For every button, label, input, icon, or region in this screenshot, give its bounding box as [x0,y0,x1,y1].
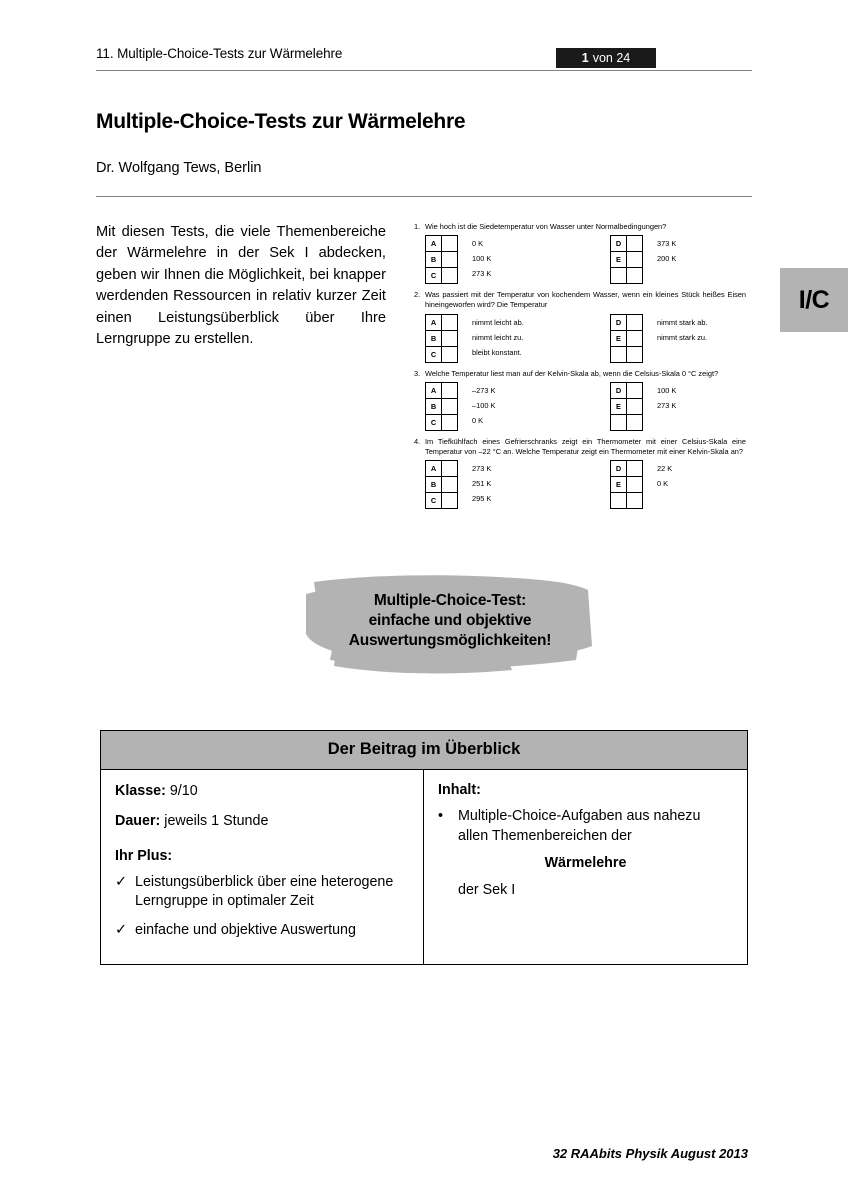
klasse-label: Klasse: [115,783,166,799]
question-number: 4. [414,436,421,446]
answer-letter [611,415,627,430]
answer-row [426,236,457,251]
section-tab [780,268,848,332]
answer-checkbox[interactable] [442,383,457,398]
answer-label: 0 K [472,415,484,425]
answer-checkbox[interactable] [627,399,642,414]
answer-letter: E [611,331,627,346]
page-number-total: von 24 [592,51,631,65]
inhalt-tail: der Sek I [458,882,516,899]
answer-checkbox[interactable] [627,331,642,346]
page-title: Multiple-Choice-Tests zur Wärmelehre [96,110,466,133]
worksheet-preview [414,222,746,515]
answer-label: 0 K [657,479,669,489]
plus-item [115,873,409,912]
question-block [414,437,746,509]
answer-row [611,383,642,398]
answer-grid [425,314,458,363]
intro-paragraph: Mit diesen Tests, die viele Themenbereiche der Wärmelehre in der Sek I abdecken, geben wir Ihnen die Möglichkeit, bei knapper werdenden Ressourcen in relativ kurzer Zeit einen Leistungsüberblick über Ihre Lerngruppe zu erstellen. [96,224,386,348]
answer-label: 200 K [657,254,677,264]
answer-checkbox[interactable] [442,493,457,508]
question-block [414,222,746,284]
answer-letter: C [426,493,442,508]
answer-grid [610,382,643,431]
answer-grid [425,460,458,509]
answer-row [611,236,642,251]
answer-label-list [472,460,491,506]
answer-label: 373 K [657,239,677,249]
page-number-current: 1 [581,51,589,65]
plus-item [115,921,409,941]
answer-label: 273 K [657,400,677,410]
answer-label: 0 K [472,239,484,249]
banner-line-1: Multiple-Choice-Test: [373,592,527,609]
answer-grid [610,235,643,284]
answer-row [611,330,642,346]
question-block [414,290,746,362]
answer-row [426,461,457,476]
klasse-value: 9/10 [169,783,198,799]
answer-letter [611,268,627,283]
answer-letter [611,347,627,362]
question-number: 1. [414,222,421,231]
answer-label: 273 K [472,269,492,279]
answer-letter: A [426,383,442,398]
answer-column-right [610,382,745,431]
answer-letter: D [611,315,627,330]
answer-label: 273 K [472,464,492,474]
answer-label: 251 K [472,479,492,489]
overview-table [100,730,748,965]
answer-checkbox[interactable] [442,347,457,362]
answer-row [611,315,642,330]
answer-row [426,346,457,362]
answer-checkbox[interactable] [627,493,642,508]
answer-label: –273 K [472,385,496,395]
answer-row [611,461,642,476]
answer-checkbox[interactable] [442,461,457,476]
answer-column-right [610,235,745,284]
answer-label-list [472,314,524,360]
question-text: Was passiert mit der Temperatur von kochendem Wasser, wenn ein kleines Stück heißes Eisen hineingeworfen wird? Die Temperatur [425,290,746,310]
answer-grid [610,314,643,363]
answer-label [657,491,672,506]
answer-row [426,398,457,414]
author-line: Dr. Wolfgang Tews, Berlin [96,160,262,176]
answer-letter: E [611,252,627,267]
overview-right-cell [424,770,747,964]
answer-label: –100 K [472,400,496,410]
running-title: 11. Multiple-Choice-Tests zur Wärmelehre [96,46,343,61]
answer-label: 295 K [472,494,492,504]
answer-options [414,460,746,509]
answer-checkbox[interactable] [627,461,642,476]
question-heading [414,222,746,232]
overview-left-cell [101,770,424,964]
header-divider [96,70,752,71]
question-text: Wie hoch ist die Siedetemperatur von Wasser unter Normalbedingungen? [425,222,667,231]
answer-checkbox[interactable] [442,315,457,330]
answer-letter: A [426,461,442,476]
answer-column-left [425,235,610,284]
answer-checkbox[interactable] [442,415,457,430]
answer-row [426,476,457,492]
answer-row [611,398,642,414]
overview-heading: Der Beitrag im Überblick [101,731,747,770]
answer-letter: D [611,461,627,476]
question-heading [414,369,746,379]
answer-label: nimmt leicht ab. [472,317,524,327]
answer-label [657,413,676,428]
answer-checkbox[interactable] [627,268,642,283]
answer-row [426,383,457,398]
answer-letter [611,493,627,508]
answer-label: bleibt konstant. [472,347,522,357]
answer-checkbox[interactable] [442,477,457,492]
answer-letter: C [426,347,442,362]
answer-checkbox[interactable] [442,236,457,251]
answer-label-list [657,235,676,281]
answer-letter: B [426,252,442,267]
answer-label-list [472,235,491,281]
answer-row [611,414,642,430]
title-divider [96,196,752,197]
answer-letter: B [426,477,442,492]
answer-row [426,267,457,283]
question-text: Welche Temperatur liest man auf der Kelvin-Skala ab, wenn die Celsius-Skala 0 °C zeigt? [425,368,719,378]
answer-column-left [425,314,610,363]
answer-row [611,346,642,362]
answer-row [426,330,457,346]
answer-options [414,382,746,431]
banner-line-3: Auswertungsmöglichkeiten! [348,631,552,649]
answer-checkbox[interactable] [627,252,642,267]
page-footer: 32 RAAbits Physik August 2013 [552,1146,748,1161]
answer-checkbox[interactable] [627,236,642,251]
answer-checkbox[interactable] [442,252,457,267]
plus-item-text: einfache und objektive Auswertung [135,922,356,939]
plus-item-text: Leistungsüberblick über eine heterogene Lerngruppe in optimaler Zeit [135,873,394,910]
overview-body [101,770,747,964]
answer-checkbox[interactable] [627,315,642,330]
answer-letter: B [426,399,442,414]
answer-letter: D [611,383,627,398]
section-tab-label: I/C [798,285,830,314]
answer-checkbox[interactable] [442,399,457,414]
question-heading [414,290,746,310]
answer-letter: D [611,236,627,251]
answer-grid [425,382,458,431]
answer-letter: C [426,415,442,430]
answer-label-list [657,314,708,360]
answer-checkbox[interactable] [627,477,642,492]
answer-label [657,266,676,281]
page-number-badge [556,48,656,68]
inhalt-item-text: Multiple-Choice-Aufgaben aus nahezu allen Themenbereichen der [458,808,701,844]
answer-options [414,235,746,284]
answer-row [426,492,457,508]
inhalt-item [438,807,733,846]
answer-label-list [657,382,676,428]
answer-checkbox[interactable] [442,268,457,283]
highlight-banner [300,572,600,684]
answer-label: nimmt leicht zu. [472,332,524,342]
answer-label: nimmt stark ab. [657,317,708,327]
answer-row [426,251,457,267]
answer-label-list [472,382,495,428]
answer-label: 100 K [472,254,492,264]
answer-options [414,314,746,363]
answer-letter: A [426,236,442,251]
dauer-row [115,812,409,831]
answer-row [611,251,642,267]
answer-grid [425,235,458,284]
answer-checkbox[interactable] [627,383,642,398]
answer-row [426,315,457,330]
question-block [414,369,746,431]
answer-label [657,345,708,360]
checkmark-icon: ✓ [115,922,127,939]
answer-label: nimmt stark zu. [657,332,708,342]
answer-label: 100 K [657,385,677,395]
answer-label: 22 K [657,464,673,474]
dauer-label: Dauer: [115,813,161,830]
banner-line-2: einfache und objektive [368,611,532,629]
dauer-value: jeweils 1 Stunde [164,813,269,830]
answer-letter: E [611,399,627,414]
answer-column-left [425,382,610,431]
answer-column-right [610,314,745,363]
question-number: 3. [414,368,421,378]
answer-letter: B [426,331,442,346]
answer-letter: C [426,268,442,283]
question-number: 2. [414,290,421,300]
klasse-row [115,782,409,801]
answer-row [611,267,642,283]
answer-checkbox[interactable] [442,331,457,346]
banner-text [300,591,600,650]
answer-row [426,414,457,430]
inhalt-emphasis: Wärmelehre [544,855,627,872]
bullet-icon: • [438,808,444,824]
question-heading [414,437,746,457]
answer-column-right [610,460,745,509]
answer-row [611,492,642,508]
answer-grid [610,460,643,509]
checkmark-icon: ✓ [115,873,127,890]
answer-checkbox[interactable] [627,347,642,362]
inhalt-label: Inhalt: [438,782,481,798]
answer-column-left [425,460,610,509]
answer-label-list [657,460,672,506]
answer-letter: A [426,315,442,330]
answer-checkbox[interactable] [627,415,642,430]
answer-row [611,476,642,492]
question-text: Im Tiefkühlfach eines Gefrierschranks zeigt ein Thermometer mit einer Celsius-Skala eine Temperatur von –22 °C an. Welche Temperatur zeigt ein Thermometer mit einer Kelvin-Skala an? [425,436,746,457]
answer-letter: E [611,477,627,492]
plus-label: Ihr Plus: [115,847,173,864]
